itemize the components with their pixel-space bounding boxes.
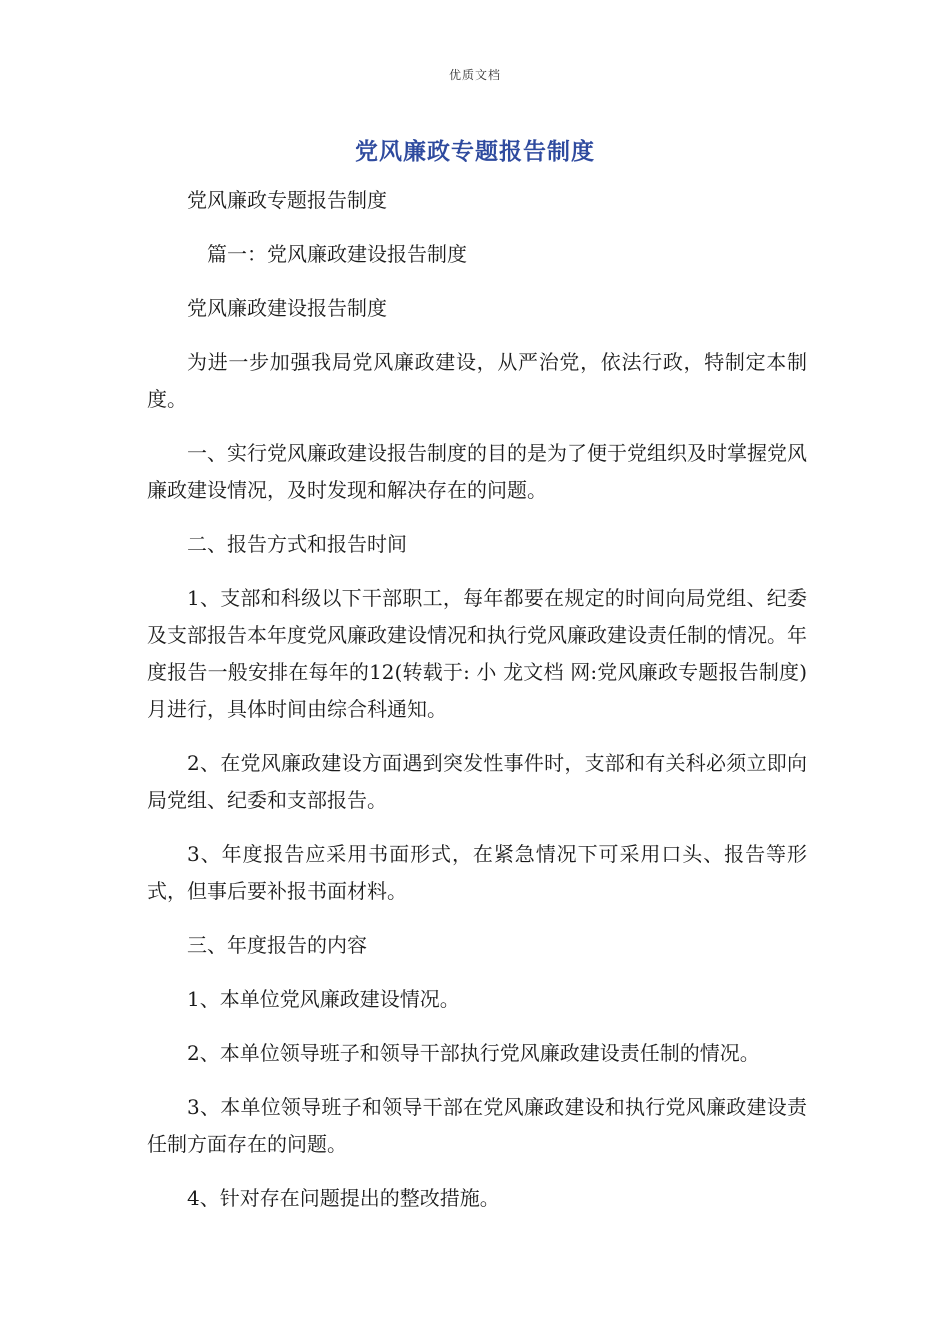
paragraph: 1、本单位党风廉政建设情况。 (187, 987, 460, 1011)
section-heading: 篇一：党风廉政建设报告制度 (207, 242, 467, 266)
paragraph: 3、本单位领导班子和领导干部在党风廉政建设和执行党风廉政建设责任制方面存在的问题。 (147, 1095, 807, 1156)
paragraph: 1、支部和科级以下干部职工，每年都要在规定的时间向局党组、纪委及支部报告本年度党风廉政建设情况和执行党风廉政建设责任制的情况。年度报告一般安排在每年的12(转载于: 小 龙文档 网:党风廉政专题报告制度)月进行，具体时间由综合科通知。 (147, 586, 807, 721)
paragraph: 一、实行党风廉政建设报告制度的目的是为了便于党组织及时掌握党风廉政建设情况，及时发现和解决存在的问题。 (147, 441, 807, 502)
paragraph: 党风廉政建设报告制度 (187, 296, 387, 320)
paragraph: 3、年度报告应采用书面形式，在紧急情况下可采用口头、报告等形式，但事后要补报书面材料。 (147, 842, 807, 903)
paragraph: 三、年度报告的内容 (187, 933, 367, 957)
document-body (147, 182, 807, 1234)
paragraph: 2、在党风廉政建设方面遇到突发性事件时，支部和有关科必须立即向局党组、纪委和支部报告。 (147, 751, 807, 812)
paragraph: 二、报告方式和报告时间 (187, 532, 407, 556)
paragraph: 党风廉政专题报告制度 (187, 188, 387, 212)
paragraph: 4、针对存在问题提出的整改措施。 (187, 1186, 500, 1210)
header-label: 优质文档 (448, 68, 501, 82)
document-title: 党风廉政专题报告制度 (355, 139, 595, 165)
paragraph: 2、本单位领导班子和领导干部执行党风廉政建设责任制的情况。 (187, 1041, 760, 1065)
paragraph: 为进一步加强我局党风廉政建设，从严治党，依法行政，特制定本制度。 (147, 350, 807, 411)
